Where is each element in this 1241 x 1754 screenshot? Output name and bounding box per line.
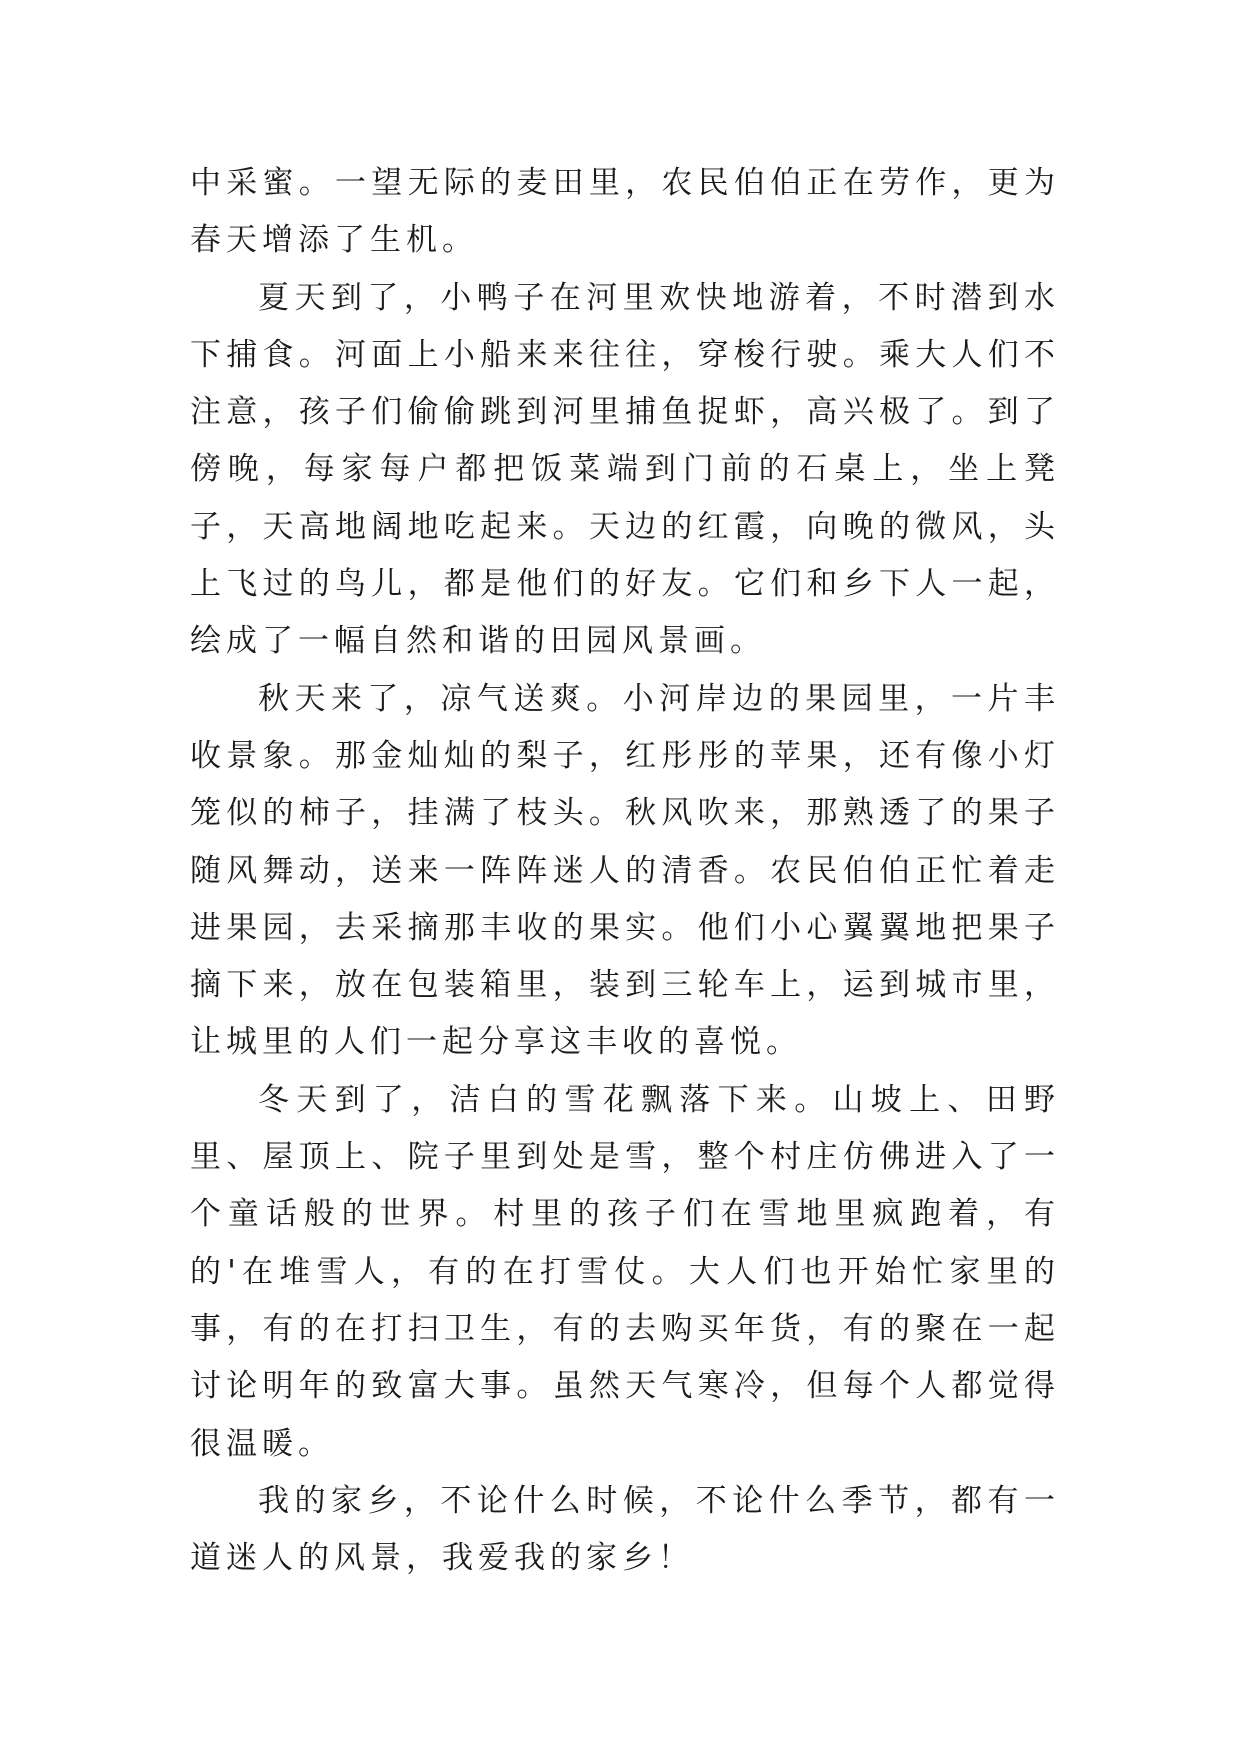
paragraph-winter: 冬天到了，洁白的雪花飘落下来。山坡上、田野里、屋顶上、院子里到处是雪，整个村庄仿佛进入了一个童话般的世界。村里的孩子们在雪地里疯跑着，有的'在堆雪人，有的在打雪仗。大人们也开始忙家里的事，有的在打扫卫生，有的去购买年货，有的聚在一起讨论明年的致富大事。虽然天气寒冷，但每个人都觉得很温暖。: [190, 1081, 1060, 1462]
paragraph-summer: 夏天到了，小鸭子在河里欢快地游着，不时潜到水下捕食。河面上小船来来往往，穿梭行驶。乘大人们不注意，孩子们偷偷跳到河里捕鱼捉虾，高兴极了。到了傍晚，每家每户都把饭菜端到门前的石桌上，坐上凳子，天高地阔地吃起来。天边的红霞，向晚的微风，头上飞过的鸟儿，都是他们的好友。它们和乡下人一起，绘成了一幅自然和谐的田园风景画。: [190, 279, 1060, 660]
document-body: [190, 155, 1060, 1587]
paragraph-autumn: 秋天来了，凉气送爽。小河岸边的果园里，一片丰收景象。那金灿灿的梨子，红彤彤的苹果，还有像小灯笼似的柿子，挂满了枝头。秋风吹来，那熟透了的果子随风舞动，送来一阵阵迷人的清香。农民伯伯正忙着走进果园，去采摘那丰收的果实。他们小心翼翼地把果子摘下来，放在包装箱里，装到三轮车上，运到城市里，让城里的人们一起分享这丰收的喜悦。: [190, 680, 1060, 1061]
paragraph-conclusion: 我的家乡，不论什么时候，不论什么季节，都有一道迷人的风景，我爱我的家乡！: [190, 1482, 1060, 1577]
paragraph-continuation: 中采蜜。一望无际的麦田里，农民伯伯正在劳作，更为春天增添了生机。: [190, 165, 1060, 259]
